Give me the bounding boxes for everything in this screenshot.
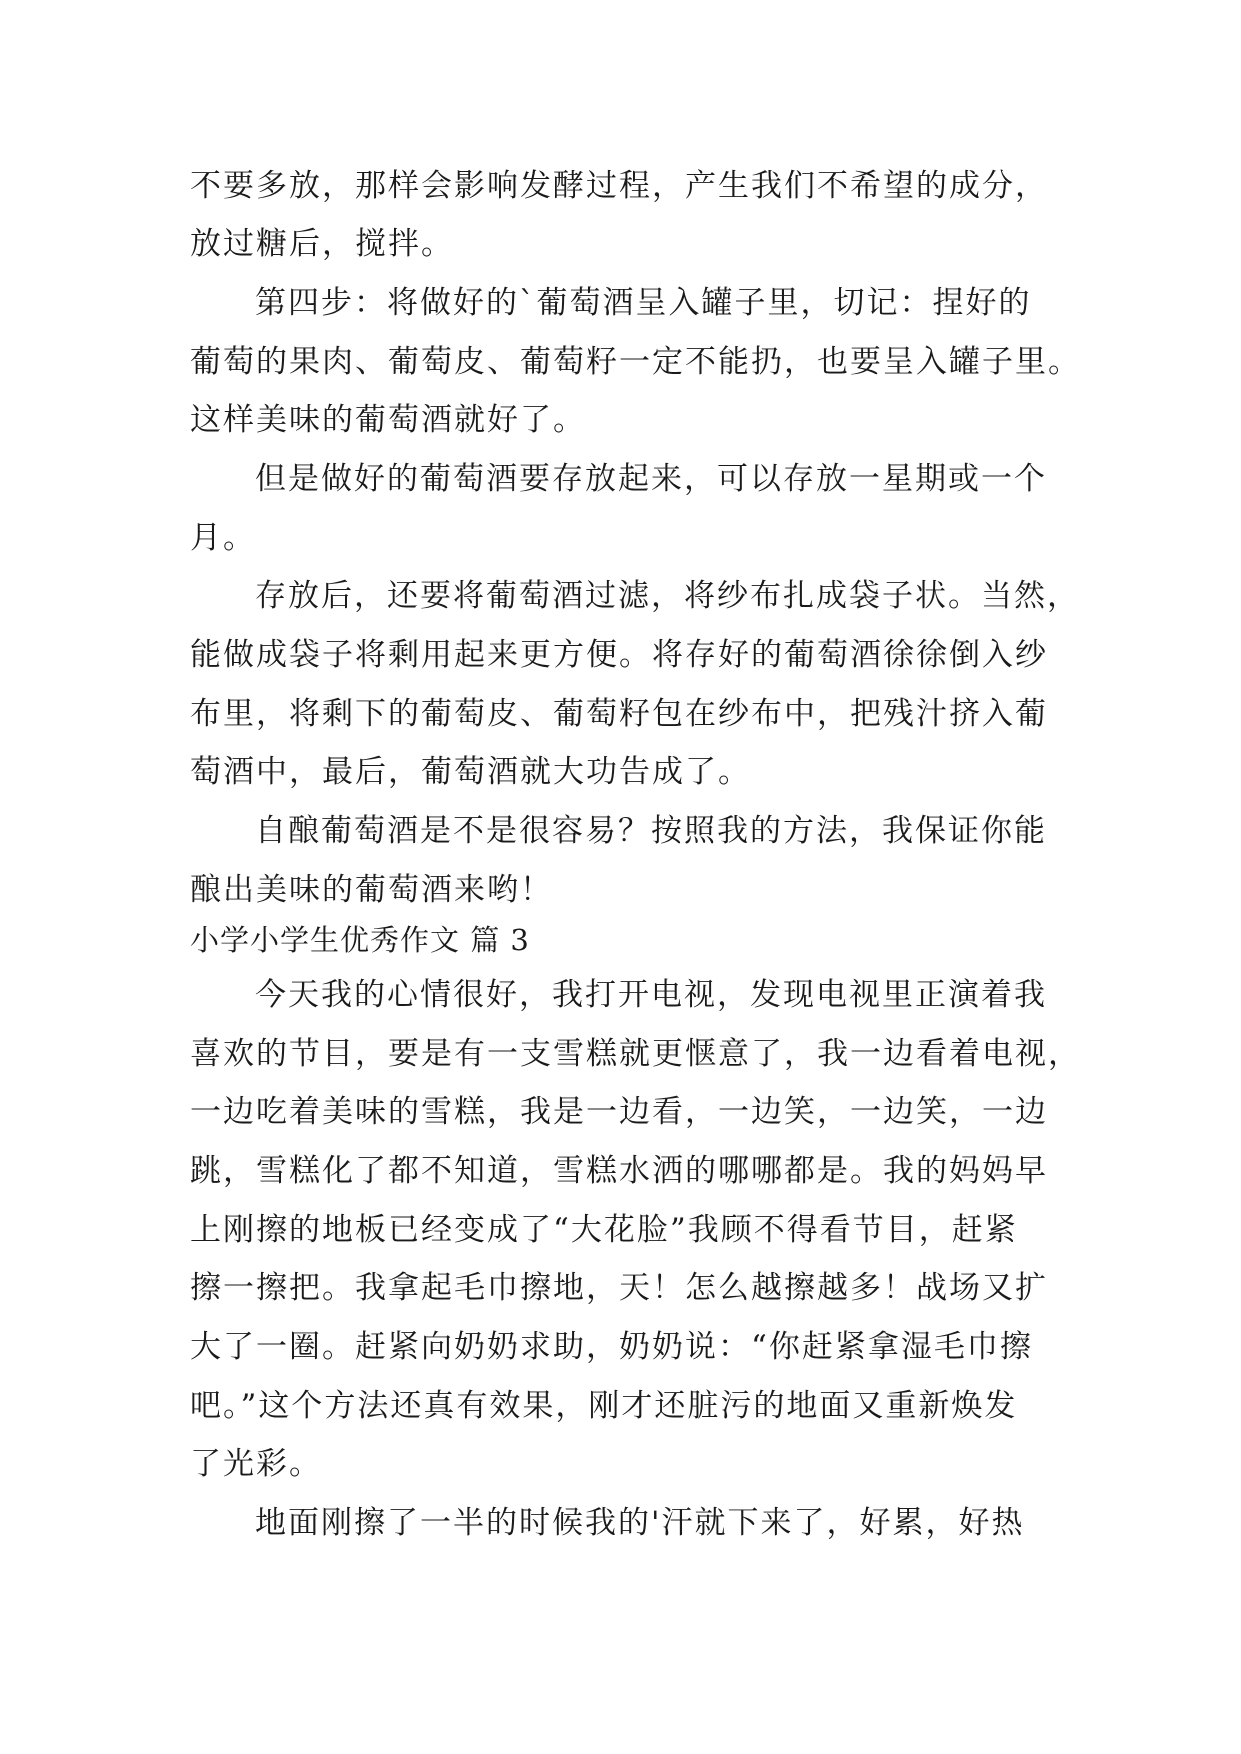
text-line: 今天我的心情很好，我打开电视，发现电视里正演着我	[255, 977, 1047, 1013]
text-line: 存放后，还要将葡萄酒过滤，将纱布扎成袋子状。当然，	[255, 578, 1080, 614]
text-line: 能做成袋子将剩用起来更方便。将存好的葡萄酒徐徐倒入纱	[190, 637, 1048, 673]
text-line: 喜欢的节目，要是有一支雪糕就更惬意了，我一边看着电视，	[190, 1036, 1081, 1072]
text-line: 自酿葡萄酒是不是很容易？按照我的方法，我保证你能	[255, 813, 1047, 849]
text-line: 月。	[190, 520, 256, 556]
text-line: 了光彩。	[190, 1446, 322, 1482]
text-line: 吧。”这个方法还真有效果，刚才还脏污的地面又重新焕发	[190, 1388, 1018, 1424]
text-line: 酿出美味的葡萄酒来哟！	[190, 872, 553, 908]
text-line: 但是做好的葡萄酒要存放起来，可以存放一星期或一个	[255, 461, 1047, 497]
text-line: 地面刚擦了一半的时候我的'汗就下来了，好累，好热	[255, 1505, 1025, 1541]
text-line: 擦一擦把。我拿起毛巾擦地，天！怎么越擦越多！战场又扩	[190, 1270, 1048, 1306]
text-line: 放过糖后，搅拌。	[190, 226, 454, 262]
text-line: 大了一圈。赶紧向奶奶求助，奶奶说：“你赶紧拿湿毛巾擦	[190, 1329, 1033, 1365]
text-line: 布里，将剩下的葡萄皮、葡萄籽包在纱布中，把残汁挤入葡	[190, 696, 1048, 732]
text-line: 第四步：将做好的`葡萄酒呈入罐子里，切记：捏好的	[255, 285, 1032, 321]
text-line: 不要多放，那样会影响发酵过程，产生我们不希望的成分，	[190, 168, 1048, 204]
section-heading: 小学小学生优秀作文 篇 3	[190, 923, 530, 957]
text-line: 上刚擦的地板已经变成了“大花脸”我顾不得看节目，赶紧	[190, 1212, 1018, 1248]
text-line: 葡萄的果肉、葡萄皮、葡萄籽一定不能扔，也要呈入罐子里。	[190, 344, 1081, 380]
text-line: 一边吃着美味的雪糕，我是一边看，一边笑，一边笑，一边	[190, 1094, 1048, 1130]
text-line: 萄酒中，最后，葡萄酒就大功告成了。	[190, 754, 751, 790]
text-line: 跳，雪糕化了都不知道，雪糕水洒的哪哪都是。我的妈妈早	[190, 1153, 1048, 1189]
text-line: 这样美味的葡萄酒就好了。	[190, 402, 586, 438]
